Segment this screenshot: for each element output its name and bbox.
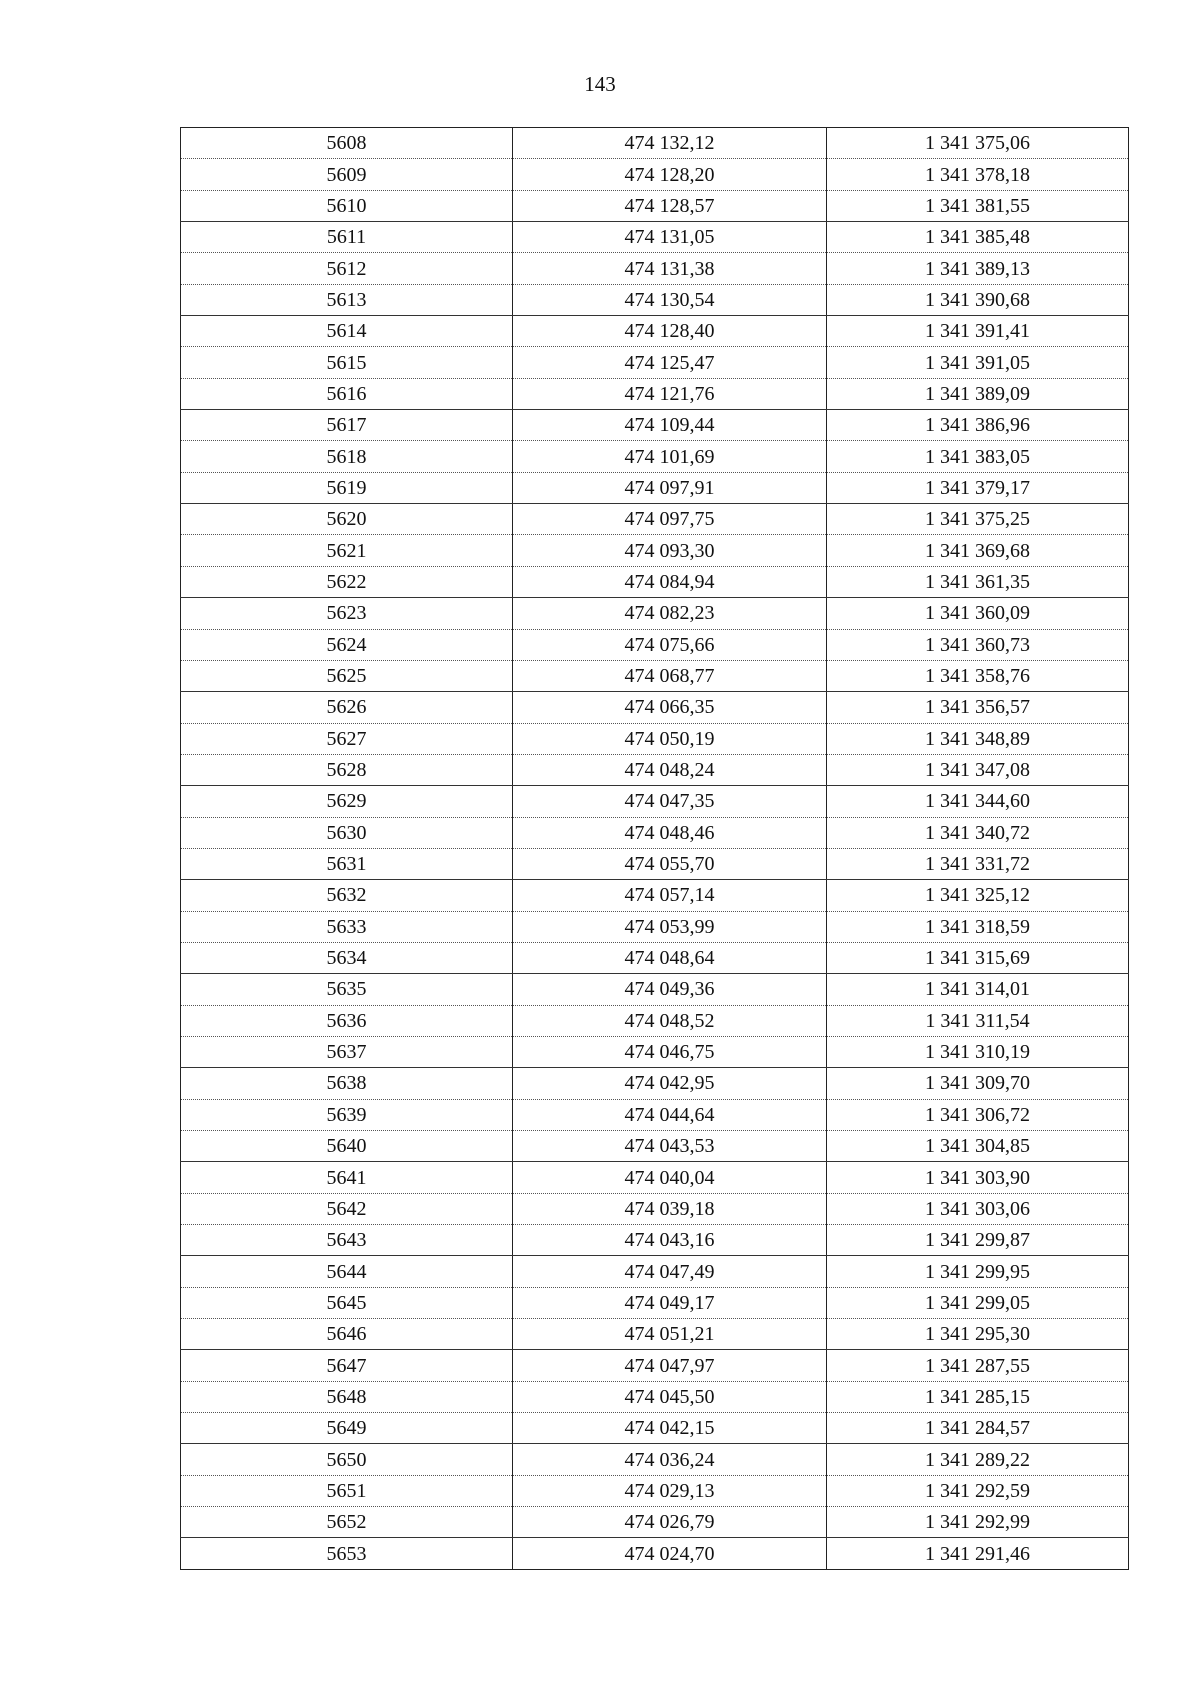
table-row — [181, 1193, 1129, 1224]
point-number-cell: 5622 — [181, 566, 513, 597]
x-coordinate-cell: 474 047,97 — [513, 1350, 827, 1381]
y-coordinate-cell: 1 341 306,72 — [827, 1099, 1129, 1130]
table-row — [181, 284, 1129, 315]
y-coordinate-cell: 1 341 375,06 — [827, 128, 1129, 159]
point-number-cell: 5616 — [181, 378, 513, 409]
x-coordinate-cell: 474 101,69 — [513, 441, 827, 472]
x-coordinate-cell: 474 066,35 — [513, 692, 827, 723]
y-coordinate-cell: 1 341 314,01 — [827, 974, 1129, 1005]
table-row — [181, 347, 1129, 378]
point-number-cell: 5624 — [181, 629, 513, 660]
table-row — [181, 817, 1129, 848]
table-row — [181, 1131, 1129, 1162]
point-number-cell: 5638 — [181, 1068, 513, 1099]
table-row — [181, 1538, 1129, 1569]
table-row — [181, 880, 1129, 911]
x-coordinate-cell: 474 125,47 — [513, 347, 827, 378]
table-row — [181, 222, 1129, 253]
table-row — [181, 378, 1129, 409]
point-number-cell: 5637 — [181, 1036, 513, 1067]
point-number-cell: 5648 — [181, 1381, 513, 1412]
y-coordinate-cell: 1 341 318,59 — [827, 911, 1129, 942]
x-coordinate-cell: 474 048,46 — [513, 817, 827, 848]
x-coordinate-cell: 474 026,79 — [513, 1507, 827, 1538]
y-coordinate-cell: 1 341 325,12 — [827, 880, 1129, 911]
table-row — [181, 1444, 1129, 1475]
x-coordinate-cell: 474 042,15 — [513, 1413, 827, 1444]
x-coordinate-cell: 474 128,57 — [513, 190, 827, 221]
y-coordinate-cell: 1 341 389,09 — [827, 378, 1129, 409]
y-coordinate-cell: 1 341 299,95 — [827, 1256, 1129, 1287]
y-coordinate-cell: 1 341 285,15 — [827, 1381, 1129, 1412]
point-number-cell: 5649 — [181, 1413, 513, 1444]
table-row — [181, 1005, 1129, 1036]
x-coordinate-cell: 474 049,36 — [513, 974, 827, 1005]
y-coordinate-cell: 1 341 299,87 — [827, 1225, 1129, 1256]
y-coordinate-cell: 1 341 379,17 — [827, 472, 1129, 503]
x-coordinate-cell: 474 046,75 — [513, 1036, 827, 1067]
y-coordinate-cell: 1 341 303,06 — [827, 1193, 1129, 1224]
x-coordinate-cell: 474 055,70 — [513, 848, 827, 879]
point-number-cell: 5647 — [181, 1350, 513, 1381]
y-coordinate-cell: 1 341 299,05 — [827, 1287, 1129, 1318]
point-number-cell: 5651 — [181, 1475, 513, 1506]
x-coordinate-cell: 474 097,75 — [513, 504, 827, 535]
y-coordinate-cell: 1 341 289,22 — [827, 1444, 1129, 1475]
x-coordinate-cell: 474 043,53 — [513, 1131, 827, 1162]
table-row — [181, 1099, 1129, 1130]
point-number-cell: 5627 — [181, 723, 513, 754]
table-row — [181, 942, 1129, 973]
y-coordinate-cell: 1 341 291,46 — [827, 1538, 1129, 1569]
table-row — [181, 974, 1129, 1005]
table-row — [181, 1413, 1129, 1444]
table-row — [181, 316, 1129, 347]
table-row — [181, 441, 1129, 472]
x-coordinate-cell: 474 082,23 — [513, 598, 827, 629]
coordinates-table-body — [181, 128, 1129, 1570]
x-coordinate-cell: 474 131,05 — [513, 222, 827, 253]
table-row — [181, 128, 1129, 159]
x-coordinate-cell: 474 097,91 — [513, 472, 827, 503]
x-coordinate-cell: 474 057,14 — [513, 880, 827, 911]
point-number-cell: 5645 — [181, 1287, 513, 1318]
table-row — [181, 723, 1129, 754]
y-coordinate-cell: 1 341 378,18 — [827, 159, 1129, 190]
y-coordinate-cell: 1 341 315,69 — [827, 942, 1129, 973]
table-row — [181, 1507, 1129, 1538]
table-row — [181, 1350, 1129, 1381]
point-number-cell: 5653 — [181, 1538, 513, 1569]
y-coordinate-cell: 1 341 292,99 — [827, 1507, 1129, 1538]
y-coordinate-cell: 1 341 303,90 — [827, 1162, 1129, 1193]
table-row — [181, 535, 1129, 566]
y-coordinate-cell: 1 341 348,89 — [827, 723, 1129, 754]
x-coordinate-cell: 474 040,04 — [513, 1162, 827, 1193]
y-coordinate-cell: 1 341 360,09 — [827, 598, 1129, 629]
table-row — [181, 598, 1129, 629]
point-number-cell: 5619 — [181, 472, 513, 503]
point-number-cell: 5652 — [181, 1507, 513, 1538]
point-number-cell: 5636 — [181, 1005, 513, 1036]
y-coordinate-cell: 1 341 287,55 — [827, 1350, 1129, 1381]
x-coordinate-cell: 474 024,70 — [513, 1538, 827, 1569]
x-coordinate-cell: 474 068,77 — [513, 660, 827, 691]
y-coordinate-cell: 1 341 304,85 — [827, 1131, 1129, 1162]
table-row — [181, 159, 1129, 190]
x-coordinate-cell: 474 131,38 — [513, 253, 827, 284]
x-coordinate-cell: 474 093,30 — [513, 535, 827, 566]
x-coordinate-cell: 474 075,66 — [513, 629, 827, 660]
point-number-cell: 5609 — [181, 159, 513, 190]
x-coordinate-cell: 474 036,24 — [513, 1444, 827, 1475]
x-coordinate-cell: 474 051,21 — [513, 1319, 827, 1350]
point-number-cell: 5646 — [181, 1319, 513, 1350]
point-number-cell: 5641 — [181, 1162, 513, 1193]
x-coordinate-cell: 474 043,16 — [513, 1225, 827, 1256]
x-coordinate-cell: 474 048,24 — [513, 754, 827, 785]
point-number-cell: 5643 — [181, 1225, 513, 1256]
y-coordinate-cell: 1 341 331,72 — [827, 848, 1129, 879]
table-row — [181, 190, 1129, 221]
y-coordinate-cell: 1 341 385,48 — [827, 222, 1129, 253]
point-number-cell: 5629 — [181, 786, 513, 817]
y-coordinate-cell: 1 341 361,35 — [827, 566, 1129, 597]
point-number-cell: 5625 — [181, 660, 513, 691]
x-coordinate-cell: 474 029,13 — [513, 1475, 827, 1506]
x-coordinate-cell: 474 109,44 — [513, 410, 827, 441]
y-coordinate-cell: 1 341 391,41 — [827, 316, 1129, 347]
y-coordinate-cell: 1 341 311,54 — [827, 1005, 1129, 1036]
table-row — [181, 1162, 1129, 1193]
x-coordinate-cell: 474 084,94 — [513, 566, 827, 597]
x-coordinate-cell: 474 045,50 — [513, 1381, 827, 1412]
coordinates-table — [180, 127, 1129, 1570]
y-coordinate-cell: 1 341 295,30 — [827, 1319, 1129, 1350]
table-row — [181, 1319, 1129, 1350]
point-number-cell: 5613 — [181, 284, 513, 315]
point-number-cell: 5618 — [181, 441, 513, 472]
y-coordinate-cell: 1 341 381,55 — [827, 190, 1129, 221]
point-number-cell: 5620 — [181, 504, 513, 535]
table-row — [181, 566, 1129, 597]
x-coordinate-cell: 474 132,12 — [513, 128, 827, 159]
table-row — [181, 1036, 1129, 1067]
point-number-cell: 5612 — [181, 253, 513, 284]
table-row — [181, 848, 1129, 879]
y-coordinate-cell: 1 341 369,68 — [827, 535, 1129, 566]
y-coordinate-cell: 1 341 390,68 — [827, 284, 1129, 315]
table-row — [181, 1287, 1129, 1318]
y-coordinate-cell: 1 341 386,96 — [827, 410, 1129, 441]
x-coordinate-cell: 474 130,54 — [513, 284, 827, 315]
point-number-cell: 5642 — [181, 1193, 513, 1224]
point-number-cell: 5623 — [181, 598, 513, 629]
x-coordinate-cell: 474 047,35 — [513, 786, 827, 817]
y-coordinate-cell: 1 341 356,57 — [827, 692, 1129, 723]
x-coordinate-cell: 474 048,64 — [513, 942, 827, 973]
table-row — [181, 1256, 1129, 1287]
table-row — [181, 504, 1129, 535]
table-row — [181, 629, 1129, 660]
point-number-cell: 5614 — [181, 316, 513, 347]
y-coordinate-cell: 1 341 344,60 — [827, 786, 1129, 817]
point-number-cell: 5635 — [181, 974, 513, 1005]
y-coordinate-cell: 1 341 389,13 — [827, 253, 1129, 284]
table-row — [181, 1225, 1129, 1256]
x-coordinate-cell: 474 048,52 — [513, 1005, 827, 1036]
point-number-cell: 5644 — [181, 1256, 513, 1287]
y-coordinate-cell: 1 341 340,72 — [827, 817, 1129, 848]
table-row — [181, 786, 1129, 817]
table-row — [181, 660, 1129, 691]
table-row — [181, 692, 1129, 723]
x-coordinate-cell: 474 047,49 — [513, 1256, 827, 1287]
x-coordinate-cell: 474 128,40 — [513, 316, 827, 347]
point-number-cell: 5611 — [181, 222, 513, 253]
y-coordinate-cell: 1 341 391,05 — [827, 347, 1129, 378]
x-coordinate-cell: 474 053,99 — [513, 911, 827, 942]
table-row — [181, 410, 1129, 441]
table-row — [181, 1068, 1129, 1099]
table-row — [181, 253, 1129, 284]
x-coordinate-cell: 474 121,76 — [513, 378, 827, 409]
x-coordinate-cell: 474 128,20 — [513, 159, 827, 190]
table-row — [181, 911, 1129, 942]
point-number-cell: 5630 — [181, 817, 513, 848]
y-coordinate-cell: 1 341 360,73 — [827, 629, 1129, 660]
point-number-cell: 5639 — [181, 1099, 513, 1130]
table-row — [181, 1475, 1129, 1506]
point-number-cell: 5640 — [181, 1131, 513, 1162]
point-number-cell: 5621 — [181, 535, 513, 566]
point-number-cell: 5610 — [181, 190, 513, 221]
x-coordinate-cell: 474 042,95 — [513, 1068, 827, 1099]
x-coordinate-cell: 474 044,64 — [513, 1099, 827, 1130]
point-number-cell: 5631 — [181, 848, 513, 879]
point-number-cell: 5634 — [181, 942, 513, 973]
y-coordinate-cell: 1 341 310,19 — [827, 1036, 1129, 1067]
table-row — [181, 472, 1129, 503]
y-coordinate-cell: 1 341 358,76 — [827, 660, 1129, 691]
y-coordinate-cell: 1 341 383,05 — [827, 441, 1129, 472]
point-number-cell: 5626 — [181, 692, 513, 723]
point-number-cell: 5608 — [181, 128, 513, 159]
y-coordinate-cell: 1 341 375,25 — [827, 504, 1129, 535]
point-number-cell: 5615 — [181, 347, 513, 378]
x-coordinate-cell: 474 049,17 — [513, 1287, 827, 1318]
y-coordinate-cell: 1 341 292,59 — [827, 1475, 1129, 1506]
point-number-cell: 5628 — [181, 754, 513, 785]
point-number-cell: 5617 — [181, 410, 513, 441]
point-number-cell: 5633 — [181, 911, 513, 942]
page-number: 143 — [584, 72, 616, 96]
x-coordinate-cell: 474 039,18 — [513, 1193, 827, 1224]
point-number-cell: 5632 — [181, 880, 513, 911]
x-coordinate-cell: 474 050,19 — [513, 723, 827, 754]
table-row — [181, 754, 1129, 785]
y-coordinate-cell: 1 341 309,70 — [827, 1068, 1129, 1099]
y-coordinate-cell: 1 341 284,57 — [827, 1413, 1129, 1444]
y-coordinate-cell: 1 341 347,08 — [827, 754, 1129, 785]
table-row — [181, 1381, 1129, 1412]
point-number-cell: 5650 — [181, 1444, 513, 1475]
